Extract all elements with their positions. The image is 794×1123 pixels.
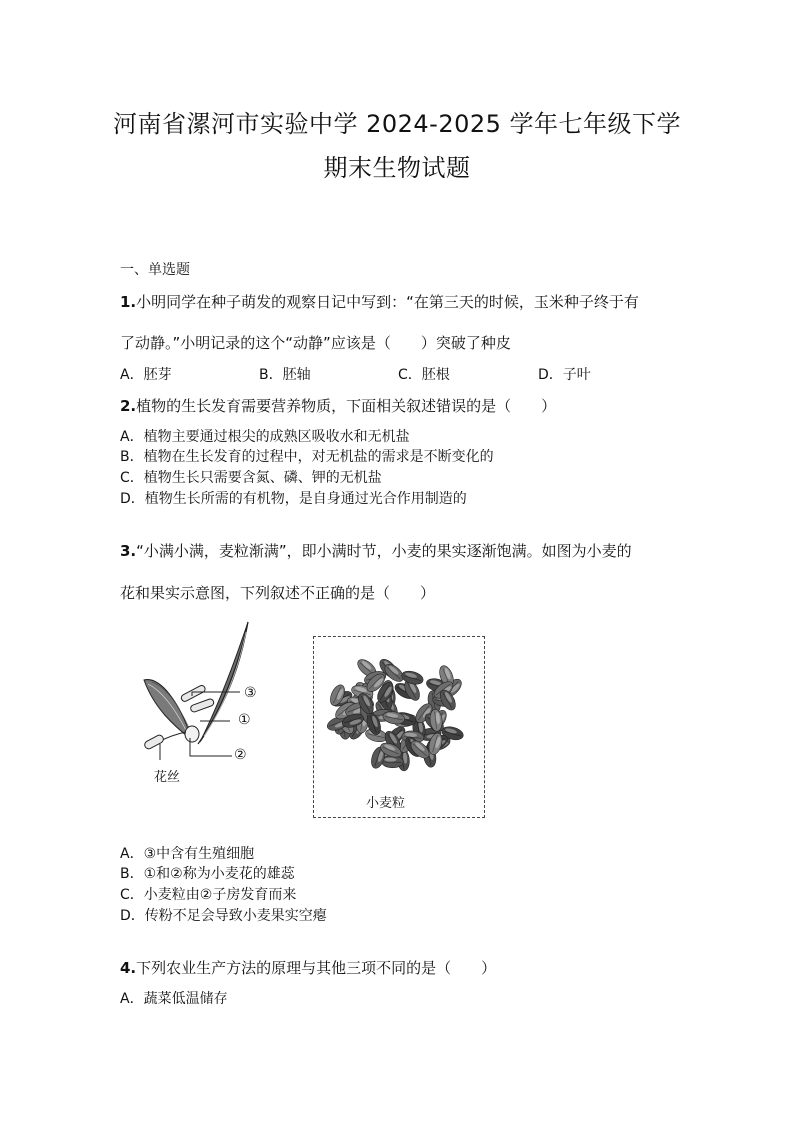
question-1-line2: 了动静。”小明记录的这个“动静”应该是（ ）突破了种皮 — [120, 334, 511, 352]
q1-option-a: A．胚芽 — [120, 367, 172, 383]
wheat-flower-diagram — [130, 618, 280, 788]
section-heading: 一、单选题 — [120, 262, 190, 278]
question-1-number: 1. — [120, 293, 137, 311]
filament-label: 花丝 — [154, 770, 181, 785]
wheat-grain-image — [318, 642, 480, 782]
q2-option-d: D．植物生长所需的有机物，是自身通过光合作用制造的 — [120, 491, 467, 507]
question-1-line1 — [120, 291, 639, 312]
q1-option-c: C．胚根 — [398, 367, 450, 383]
wheat-grain-label: 小麦粒 — [366, 796, 406, 811]
q4-option-a: A．蔬菜低温储存 — [120, 991, 228, 1007]
q3-option-c: C．小麦粒由②子房发育而来 — [120, 887, 297, 903]
q2-option-b: B．植物在生长发育的过程中，对无机盐的需求是不断变化的 — [120, 449, 494, 465]
question-4-number: 4. — [120, 959, 137, 977]
marker-1: ① — [238, 712, 251, 728]
question-2-line1 — [120, 395, 556, 416]
page-title-line2: 期末生物试题 — [323, 154, 471, 182]
q2-option-c: C．植物生长只需要含氮、磷、钾的无机盐 — [120, 470, 382, 486]
q1-option-d: D．子叶 — [538, 367, 591, 383]
question-2-text: 植物的生长发育需要营养物质，下面相关叙述错误的是（ ） — [136, 397, 557, 415]
q3-option-b: B．①和②称为小麦花的雄蕊 — [120, 866, 295, 882]
marker-3: ③ — [244, 685, 257, 701]
question-3-line2: 花和果实示意图，下列叙述不正确的是（ ） — [120, 584, 436, 602]
q3-option-a: A．③中含有生殖细胞 — [120, 846, 255, 862]
question-4-text: 下列农业生产方法的原理与其他三项不同的是（ ） — [136, 959, 497, 977]
page-title-line1: 河南省漯河市实验中学 2024-2025 学年七年级下学 — [112, 110, 682, 138]
question-3-text: “小满小满，麦粒渐满”，即小满时节，小麦的果实逐渐饱满。如图为小麦的 — [136, 542, 632, 560]
question-1-text: 小明同学在种子萌发的观察日记中写到：“在第三天的时候，玉米种子终于有 — [136, 293, 639, 311]
question-3-line1 — [120, 540, 632, 561]
q3-option-d: D．传粉不足会导致小麦果实空瘪 — [120, 908, 327, 924]
marker-2: ② — [234, 747, 247, 763]
question-4-line1 — [120, 957, 496, 978]
q2-option-a: A．植物主要通过根尖的成熟区吸收水和无机盐 — [120, 429, 410, 445]
question-2-number: 2. — [120, 397, 137, 415]
q1-option-b: B．胚轴 — [259, 367, 311, 383]
question-3-number: 3. — [120, 542, 137, 560]
